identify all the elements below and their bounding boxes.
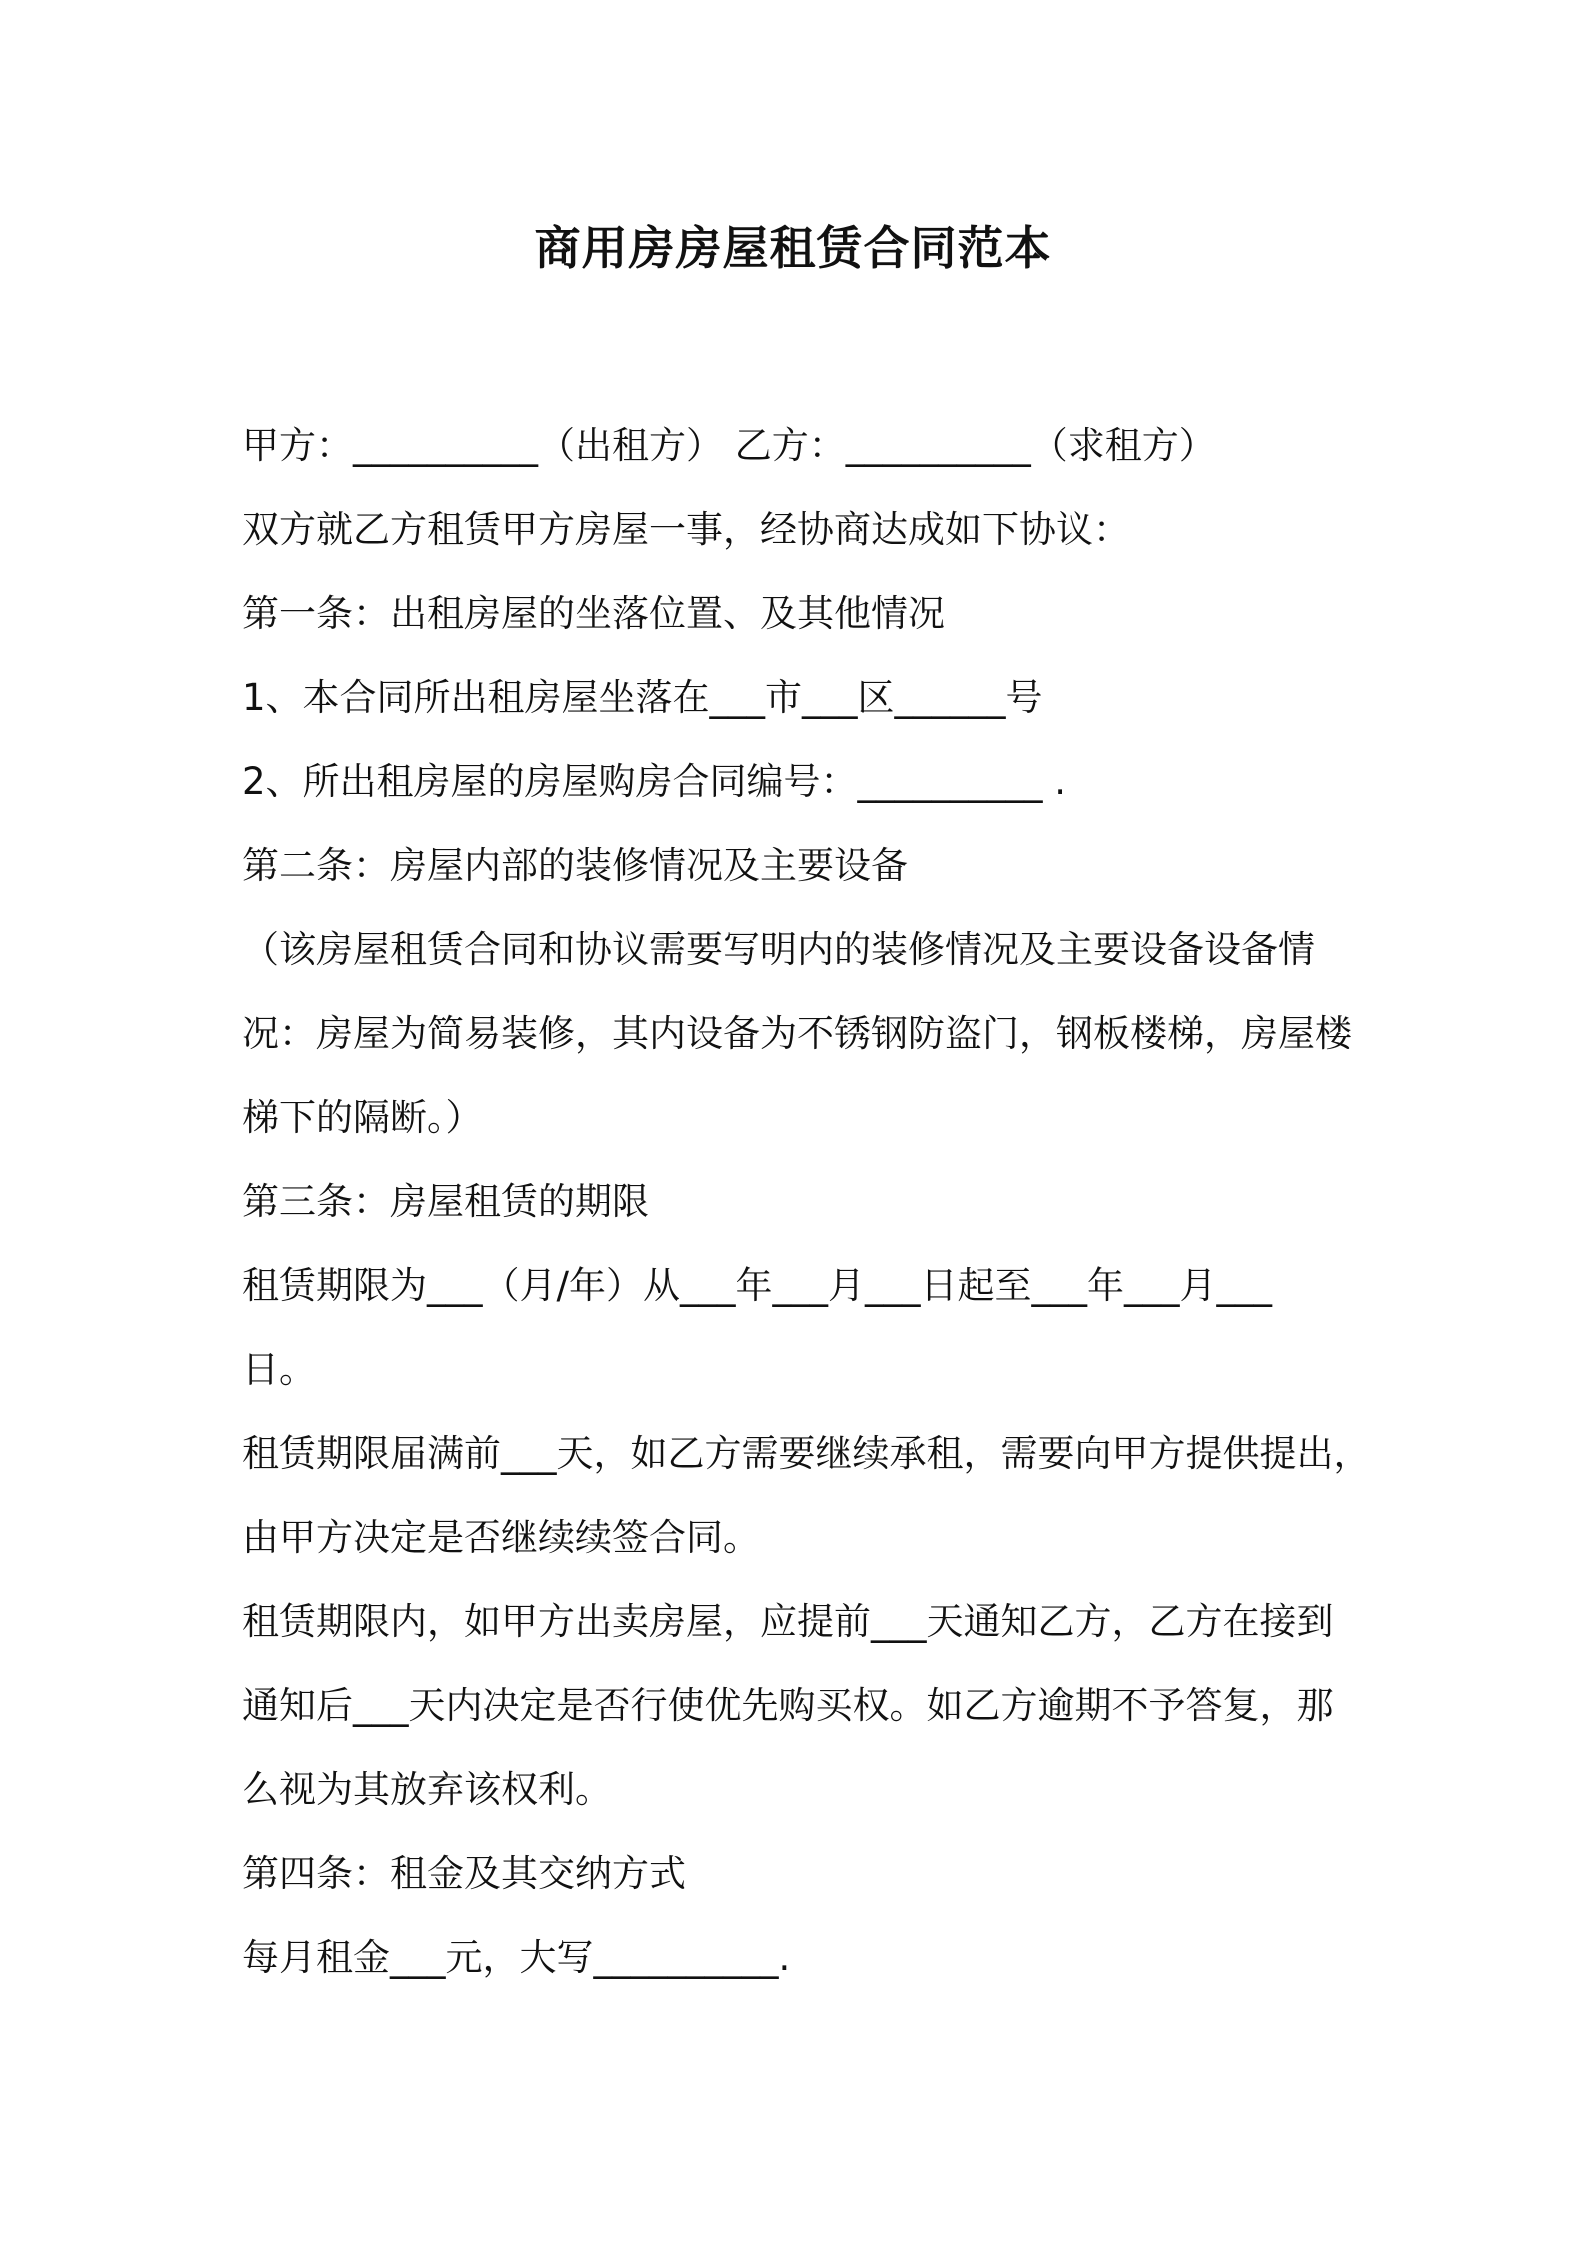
monthly-rent-line: 每月租金___元，大写__________. bbox=[242, 1936, 791, 1979]
article-2-heading: 第二条：房屋内部的装修情况及主要设备 bbox=[242, 844, 908, 887]
document-body bbox=[242, 404, 1371, 2000]
renewal-paragraph-line: 租赁期限届满前___天，如乙方需要继续承租，需要向甲方提供提出， bbox=[242, 1432, 1371, 1475]
article-1-heading: 第一条：出租房屋的坐落位置、及其他情况 bbox=[242, 592, 945, 635]
article-3-heading: 第三条：房屋租赁的期限 bbox=[242, 1180, 649, 1223]
article-2-paragraph-line: （该房屋租赁合同和协议需要写明内的装修情况及主要设备设备情 bbox=[242, 928, 1315, 971]
parties-line: 甲方：__________（出租方） 乙方：__________（求租方） bbox=[242, 424, 1216, 467]
renewal-paragraph-line: 由甲方决定是否继续续签合同。 bbox=[242, 1516, 760, 1559]
article-2-paragraph-line: 梯下的隔断。） bbox=[242, 1096, 483, 1139]
lease-term-line: 日。 bbox=[242, 1348, 316, 1391]
agreement-intro: 双方就乙方租赁甲方房屋一事，经协商达成如下协议： bbox=[242, 508, 1130, 551]
article-4-heading: 第四条：租金及其交纳方式 bbox=[242, 1852, 686, 1895]
sale-paragraph-line: 通知后___天内决定是否行使优先购买权。如乙方逾期不予答复，那 bbox=[242, 1684, 1334, 1727]
lease-term-line: 租赁期限为___（月/年）从___年___月___日起至___年___月___ bbox=[242, 1264, 1272, 1307]
document-title: 商用房房屋租赁合同范本 bbox=[534, 221, 1052, 275]
sale-paragraph-line: 么视为其放弃该权利。 bbox=[242, 1768, 612, 1811]
article-2-paragraph-line: 况：房屋为简易装修，其内设备为不锈钢防盗门，钢板楼梯，房屋楼 bbox=[242, 1012, 1352, 1055]
article-1-item-2: 2、所出租房屋的房屋购房合同编号：__________ . bbox=[242, 760, 1067, 803]
article-1-item-1: 1、本合同所出租房屋坐落在___市___区______号 bbox=[242, 676, 1043, 719]
sale-paragraph-line: 租赁期限内，如甲方出卖房屋，应提前___天通知乙方，乙方在接到 bbox=[242, 1600, 1334, 1643]
